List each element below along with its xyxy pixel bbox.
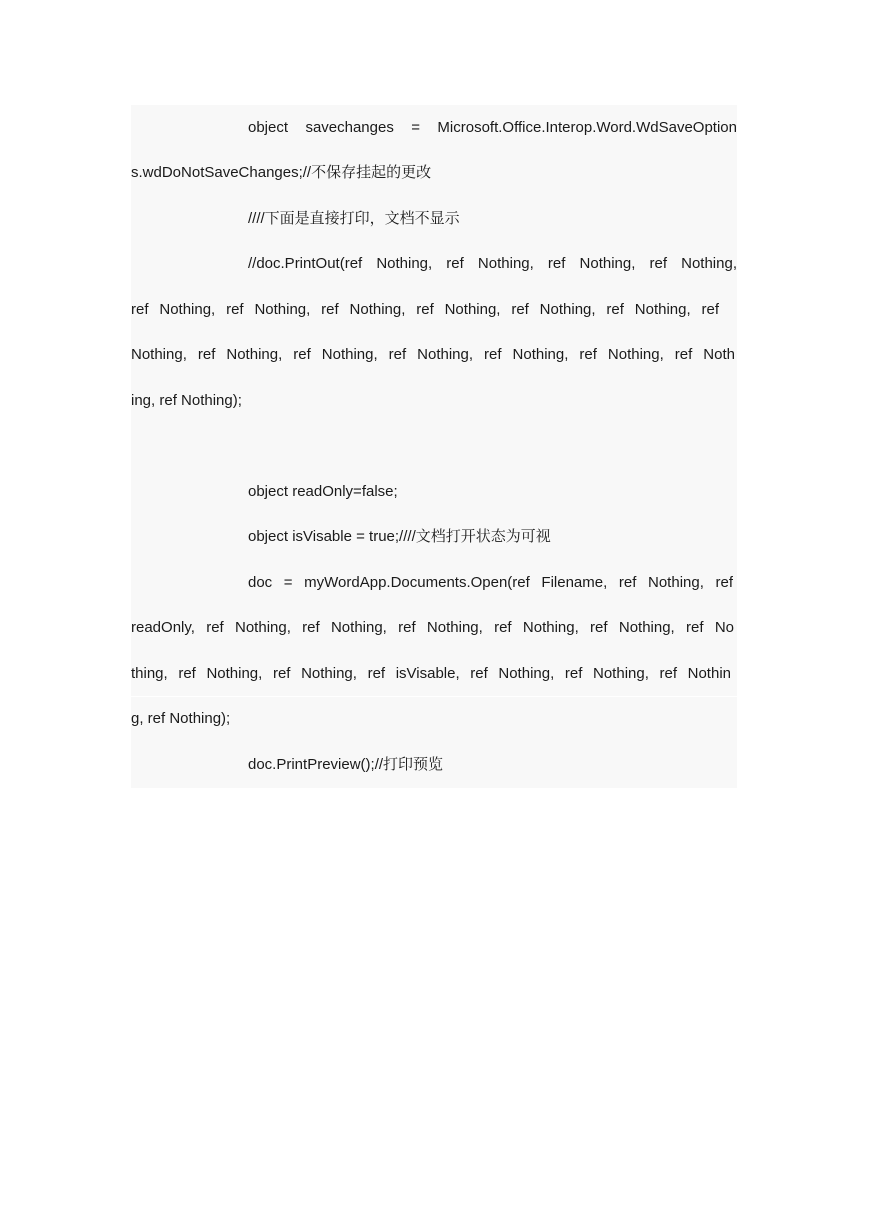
code-line-open-cont-3: g, ref Nothing); <box>131 710 231 727</box>
code-line-savechanges: object savechanges = Microsoft.Office.Interop.Word.WdSaveOption <box>248 119 737 136</box>
code-line-printout-cont-3: ing, ref Nothing); <box>131 392 242 409</box>
code-line-isvisable: object isVisable = true;////文档打开状态为可视 <box>248 528 551 545</box>
code-line-printpreview: doc.PrintPreview();//打印预览 <box>248 756 444 773</box>
code-block-seam <box>131 696 737 697</box>
code-line-printout-cont-1: ref Nothing, ref Nothing, ref Nothing, ref Nothing, ref Nothing, ref Nothing, ref <box>131 301 719 318</box>
code-line-open: doc = myWordApp.Documents.Open(ref Filename, ref Nothing, ref <box>248 574 733 591</box>
code-line-open-cont-1: readOnly, ref Nothing, ref Nothing, ref Nothing, ref Nothing, ref Nothing, ref No <box>131 619 734 636</box>
code-line-open-cont-2: thing, ref Nothing, ref Nothing, ref isVisable, ref Nothing, ref Nothing, ref Nothin <box>131 665 731 682</box>
code-line-comment-print: ////下面是直接打印，文档不显示 <box>248 210 460 227</box>
code-line-readonly: object readOnly=false; <box>248 483 398 500</box>
code-line-savechanges-cont: s.wdDoNotSaveChanges;//不保存挂起的更改 <box>131 164 432 181</box>
code-block <box>131 105 737 788</box>
code-line-printout: //doc.PrintOut(ref Nothing, ref Nothing, ref Nothing, ref Nothing, <box>248 255 737 272</box>
code-line-printout-cont-2: Nothing, ref Nothing, ref Nothing, ref Nothing, ref Nothing, ref Nothing, ref Noth <box>131 346 735 363</box>
